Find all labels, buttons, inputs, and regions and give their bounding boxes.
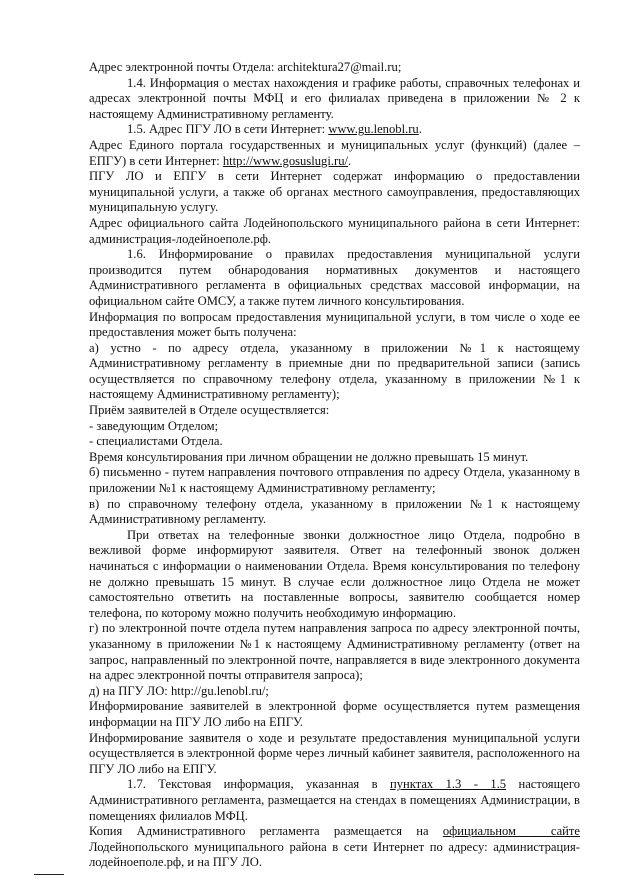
points-link[interactable]: пунктах 1.3 - 1.5 (389, 777, 507, 792)
item-g-email: г) по электронной почте отдела путем направления запроса по адресу электронной почты, указанному в приложении №1 к настоящему Административному регламенту (ответ на запрос, направленный по электронной почте, направляется в виде электронного документа на адрес электронной почты отправителя запроса); (89, 621, 580, 683)
list-item-head: - заведующим Отделом; (89, 418, 219, 433)
section-1-5-end: . (418, 122, 422, 137)
electronic-form-paragraph: Информирование заявителей в электронной форме осуществляется путем размещения информации на ПГУ ЛО либо на ЕПГУ. (89, 699, 580, 729)
document-page (89, 60, 580, 871)
copy-text: Копия Административного регламента размещается на (89, 824, 443, 839)
info-questions-paragraph: Информация по вопросам предоставления муниципальной услуги, в том числе о ходе ее предоставления может быть получена: (89, 309, 580, 340)
section-1-7-text: 1.7. Текстовая информация, указанная в (127, 777, 390, 792)
footnote-divider (34, 874, 64, 875)
item-d-pgu: д) на ПГУ ЛО: http://gu.lenobl.ru/; (89, 683, 269, 698)
consult-time-paragraph: Время консультирования при личном обращении не должно превышать 15 минут. (89, 449, 529, 464)
phone-calls-paragraph: При ответах на телефонные звонки должностное лицо Отдела, подробно в вежливой форме информируют заявителя. Ответ на телефонный звонок должен начинаться с информации о наименовании Отдела. Время консультирования по телефону не должно превышать 15 минут. В случае если должностное лицо Отдела не может самостоятельно ответить на поставленные вопросы, заявителю сообщается номер телефона, по которому можно получить необходимую информацию. (89, 527, 580, 620)
reception-paragraph: Приём заявителей в Отделе осуществляется: (89, 403, 330, 418)
progress-paragraph: Информирование заявителя о ходе и результате предоставления муниципальной услуги осуществляется в электронной форме через личный кабинет заявителя, расположенного на ПГУ ЛО либо на ЕПГУ. (89, 730, 580, 776)
section-1-6: 1.6. Информирование о правилах предоставления муниципальной услуги производится путем обнародования нормативных документов и настоящего Административного регламента в официальных средствах массовой информации, на официальном сайте ОМСУ, а также путем личного консультирования. (89, 247, 580, 308)
copy-rest: Лодейнопольского муниципального района в сети Интернет по адресу: администрация-лодейноеполе.рф, и на ПГУ ЛО. (89, 839, 580, 870)
epgu-address-text: Адрес Единого портала государственных и муниципальных услуг (функций) (далее – ЕПГУ) в сети Интернет: (89, 137, 580, 168)
section-1-7 (89, 777, 580, 824)
list-item-specialists: - специалистами Отдела. (89, 434, 223, 449)
epgu-address-end: . (348, 153, 352, 168)
official-site-link[interactable]: официальном _ сайте (442, 824, 580, 839)
epgu-address (89, 138, 580, 169)
official-site-paragraph: Адрес официального сайта Лодейнопольского муниципального района в сети Интернет: администрация-лодейноеполе.рф. (89, 215, 580, 246)
section-1-4: 1.4. Информация о местах нахождения и графике работы, справочных телефонах и адресах электронной почты МФЦ и его филиалах приведена в приложении № 2 к настоящему Административному регламенту. (89, 75, 580, 121)
section-1-7-rest: настоящего Административного регламента, размещается на стендах в помещениях Администрации, в помещениях филиалов МФЦ. (89, 777, 581, 823)
section-1-5-text: 1.5. Адрес ПГУ ЛО в сети Интернет: (127, 122, 329, 137)
pgu-contains-paragraph: ПГУ ЛО и ЕПГУ в сети Интернет содержат информацию о предоставлении муниципальной услуги, а также об органах местного самоуправления, предоставляющих муниципальную услугу. (89, 169, 580, 215)
item-a-oral: а) устно - по адресу отдела, указанному в приложении №1 к настоящему Административному регламенту в приемные дни по предварительной записи (запись осуществляется по справочному телефону отдела, указанному в приложении №1 к настоящему Административному регламенту); (89, 340, 580, 402)
pgu-lo-link[interactable]: www.gu.lenobl.ru (328, 122, 419, 137)
section-1-5 (89, 122, 580, 138)
epgu-link[interactable]: http://www.gosuslugi.ru/ (222, 153, 348, 168)
item-b-written: б) письменно - путем направления почтового отправления по адресу Отдела, указанному в приложении №1 к настоящему Административному регламенту; (89, 465, 580, 496)
email-paragraph: Адрес электронной почты Отдела: architektura27@mail.ru; (89, 60, 402, 74)
copy-paragraph (89, 824, 580, 871)
item-v-phone: в) по справочному телефону отдела, указанному в приложении №1 к настоящему Административному регламенту. (89, 496, 580, 527)
